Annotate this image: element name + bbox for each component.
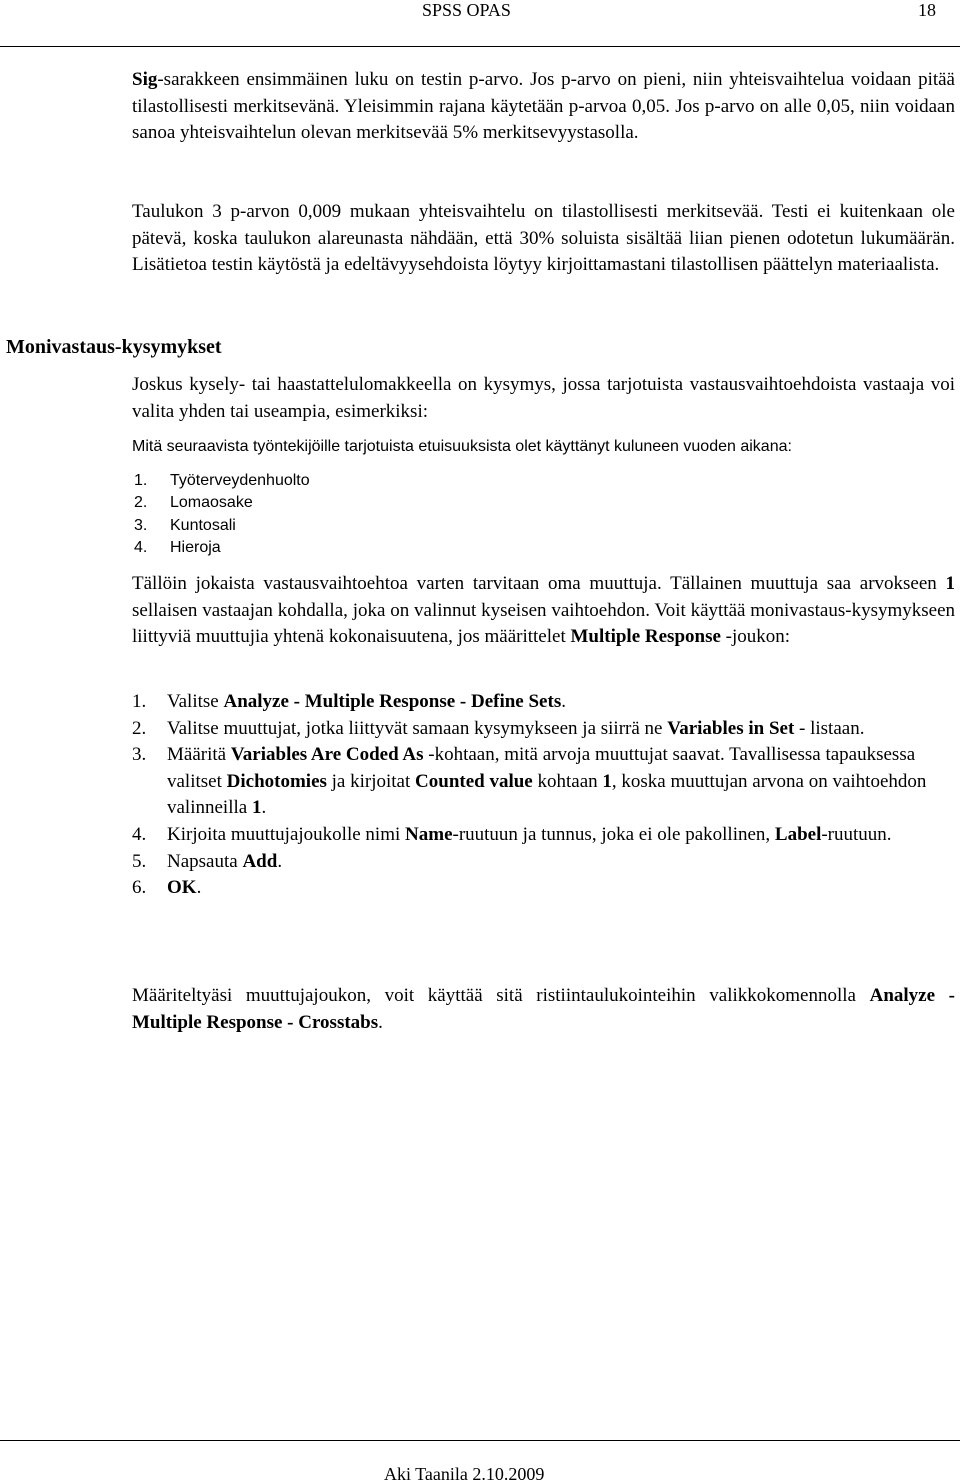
step-text: - listaan. <box>794 717 865 739</box>
header-divider <box>0 46 960 47</box>
step-item <box>132 849 955 876</box>
step-item <box>132 875 955 902</box>
paragraph-text: Tällöin jokaista vastausvaihtoehtoa varten tarvitaan oma muuttuja. Tällainen muuttuja saa arvokseen <box>132 573 946 594</box>
step-number: 6. <box>132 877 147 899</box>
paragraph-text: Määriteltyäsi muuttujajoukon, voit käyttää sitä ristiintaulukointeihin valikkokomennolla <box>132 985 870 1006</box>
step-number: 5. <box>132 850 147 872</box>
section-heading: Monivastaus-kysymykset <box>6 336 222 358</box>
step-text: . <box>196 877 202 899</box>
step-bold: OK <box>167 877 197 899</box>
step-text: ja kirjoitat <box>326 770 416 792</box>
step-text: -kohtaan, mitä arvoja muuttujat saavat. Tavallisessa tapauksessa valitset <box>167 744 916 792</box>
list-label: Lomaosake <box>170 494 253 512</box>
step-text: Kirjoita muuttujajoukolle nimi <box>167 823 406 845</box>
list-item <box>134 537 534 559</box>
step-number: 1. <box>132 691 147 712</box>
paragraph-intro-multiple-response <box>132 372 955 425</box>
page-number: 18 <box>918 0 936 20</box>
step-item <box>132 689 955 716</box>
list-item <box>134 470 534 492</box>
step-text: . <box>261 797 267 819</box>
step-bold: Dichotomies <box>226 770 327 792</box>
step-bold: Counted value <box>415 770 533 792</box>
step-number: 4. <box>132 823 147 845</box>
step-text: -ruutuun. <box>821 823 892 845</box>
step-bold: Analyze - Multiple Response - Define Sets <box>223 691 562 712</box>
step-text: Napsauta <box>167 850 243 872</box>
paragraph-sig-column <box>132 67 955 147</box>
step-bold: 1 <box>602 770 612 792</box>
steps-list <box>132 689 955 902</box>
step-item <box>132 742 955 822</box>
bold-value-1: 1 <box>945 573 955 594</box>
step-text: , koska muuttujan arvona on vaihtoehdon valinneilla <box>167 770 927 819</box>
footer-author-date: Aki Taanila 2.10.2009 <box>384 1464 545 1484</box>
step-item <box>132 822 955 849</box>
step-number: 2. <box>132 717 147 739</box>
paragraph-text: sellaisen vastaajan kohdalla, joka on valinnut kyseisen vaihtoehdon. Voit käyttää monivastaus-kysymykseen liittyviä muuttujia yhtenä kokonaisuutena, jos määrittelet <box>132 599 955 647</box>
step-item <box>132 716 955 743</box>
paragraph-text: Taulukon 3 p-arvon 0,009 mukaan yhteisvaihtelu on tilastollisesti merkitsevää. Testi ei kuitenkaan ole pätevä, koska taulukon alareunasta nähdään, että 30% soluista sisältää liian pienen odotetun lukumäärän. Lisätietoa testin käytöstä ja edeltävyysehdoista löytyy kirjoittamastani tilastollisen päättelyn materiaalista. <box>132 201 955 275</box>
list-number: 2. <box>134 494 148 512</box>
step-number: 3. <box>132 744 147 766</box>
step-bold: Add <box>242 850 278 872</box>
example-options-list <box>134 470 534 559</box>
footer-divider <box>0 1440 960 1441</box>
step-bold: Label <box>774 823 822 845</box>
paragraph-variables-explanation <box>132 571 955 651</box>
paragraph-crosstabs <box>132 983 955 1036</box>
step-bold: Name <box>405 823 453 845</box>
paragraph-text: -joukon: <box>720 626 791 647</box>
list-label: Hieroja <box>170 538 221 556</box>
list-item <box>134 515 534 537</box>
step-text: . <box>277 850 283 872</box>
step-text: Valitse <box>167 691 224 712</box>
bold-term-multiple-response: Multiple Response <box>570 626 721 647</box>
step-text: . <box>561 691 566 712</box>
list-label: Kuntosali <box>170 516 236 534</box>
list-number: 3. <box>134 516 148 534</box>
step-bold: 1 <box>251 797 262 819</box>
list-label: Työterveydenhuolto <box>170 472 310 489</box>
paragraph-table3-result <box>132 199 955 279</box>
paragraph-text: Joskus kysely- tai haastattelulomakkeella on kysymys, jossa tarjotuista vastausvaihtoehdoista vastaaja voi valita yhden tai useampia, esimerkiksi: <box>132 374 955 422</box>
example-question: Mitä seuraavista työntekijöille tarjotuista etuisuuksista olet käyttänyt kuluneen vuoden aikana: <box>132 438 792 455</box>
step-bold: Variables Are Coded As <box>230 744 424 766</box>
page-header <box>0 0 960 40</box>
bold-term-sig: Sig <box>132 69 158 90</box>
step-text: -ruutuun ja tunnus, joka ei ole pakollinen, <box>452 823 775 845</box>
bold-menu-path: Analyze - Multiple Response - Crosstabs <box>132 985 956 1033</box>
header-title: SPSS OPAS <box>422 0 511 20</box>
list-number: 1. <box>134 472 148 489</box>
step-text: Määritä <box>167 744 231 766</box>
step-bold: Variables in Set <box>667 717 795 739</box>
step-text: Valitse muuttujat, jotka liittyvät samaan kysymykseen ja siirrä ne <box>167 717 668 739</box>
paragraph-text: -sarakkeen ensimmäinen luku on testin p-arvo. Jos p-arvo on pieni, niin yhteisvaihtelua voidaan pitää tilastollisesti merkitsevänä. Yleisimmin rajana käytetään p-arvoa 0,05. Jos p-arvo on alle 0,05, niin voidaan sanoa yhteisvaihtelun olevan merkitsevää 5% merkitsevyystasolla. <box>132 69 955 143</box>
paragraph-text: . <box>378 1011 383 1033</box>
list-number: 4. <box>134 538 148 556</box>
list-item <box>134 492 534 514</box>
step-text: kohtaan <box>532 770 603 792</box>
